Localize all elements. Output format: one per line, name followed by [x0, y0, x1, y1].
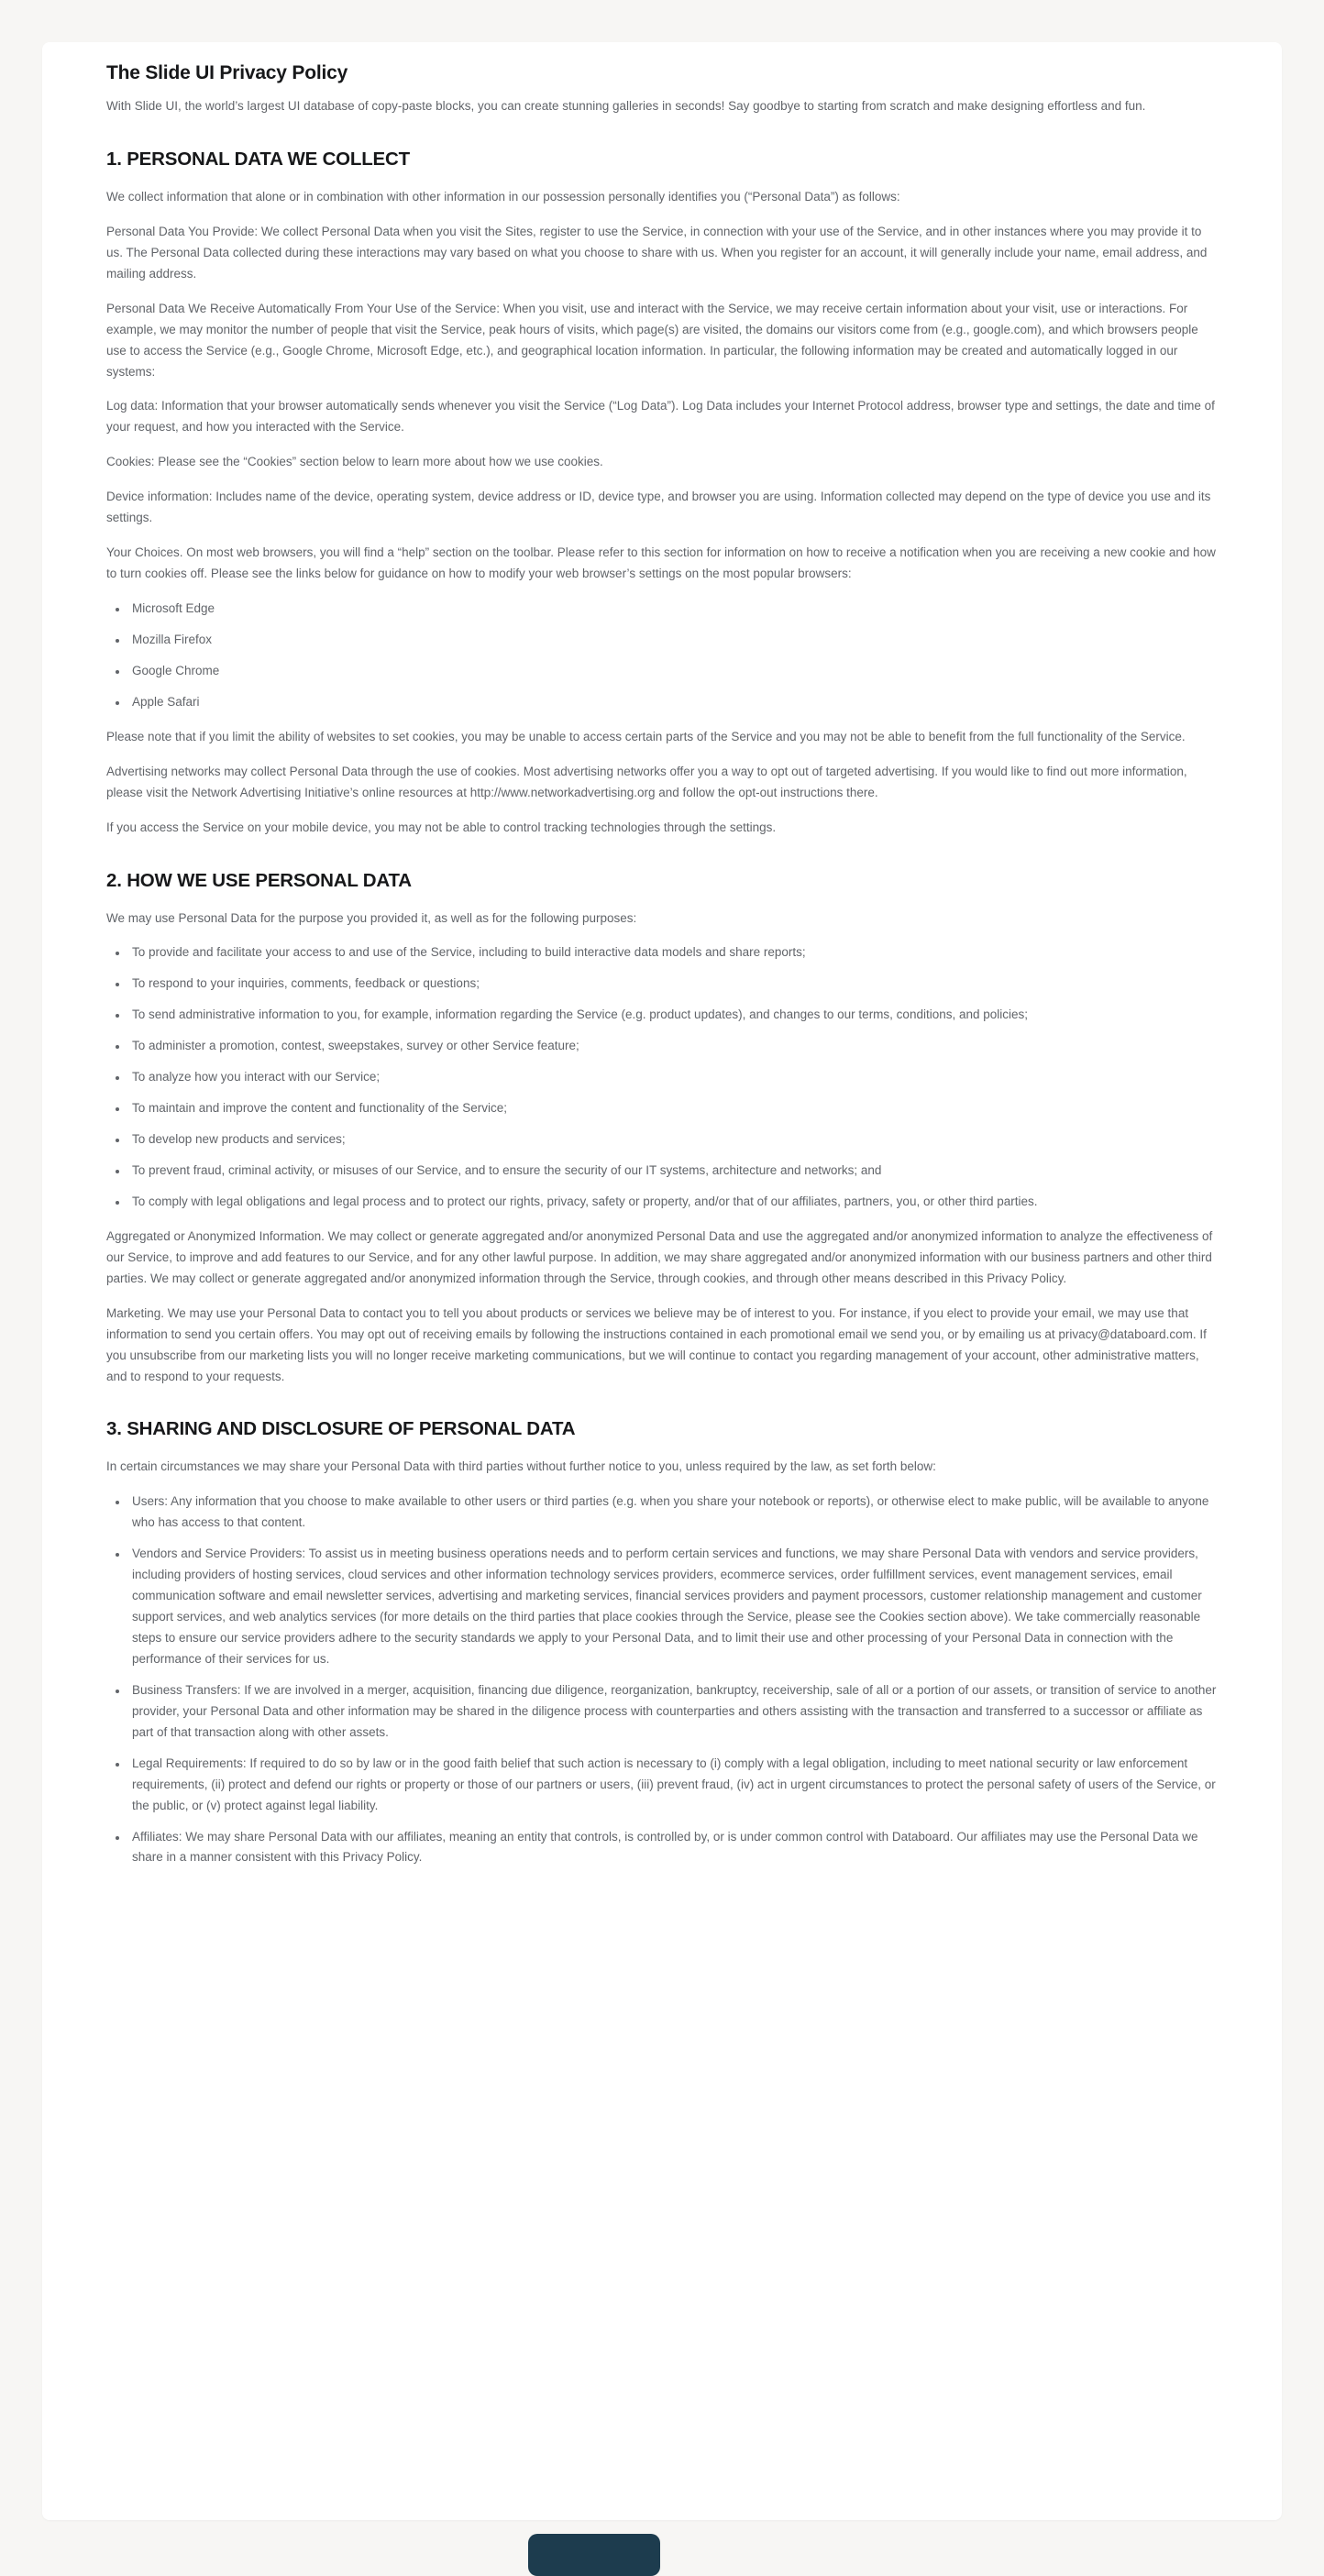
list-item: • Apple Safari: [128, 692, 1218, 713]
section-personal-data-we-collect: [106, 149, 1218, 839]
paragraph: Marketing. We may use your Personal Data to contact you to tell you about products or services we believe may be of interest to you. For instance, if you elect to provide your email, we may use that information to send you certain offers. You may opt out of receiving emails by following the instructions contained in each promotional email we send you, or by emailing us at privacy@databoard.com. If you unsubscribe from our marketing lists you will no longer receive marketing communications, but we will continue to contact you regarding management of your account, other administrative matters, and to respond to your requests.: [106, 1305, 1207, 1383]
paragraph: Your Choices. On most web browsers, you will find a “help” section on the toolbar. Please refer to this section for information on how to receive a notification when you are receiving a new cookie and how to turn cookies off. Please see the links below for guidance on how to modify your web browser’s settings on the most popular browsers:: [106, 545, 1216, 581]
section-how-we-use-personal-data: [106, 870, 1218, 1388]
list-item: • Business Transfers: If we are involved in a merger, acquisition, financing due diligence, reorganization, bankruptcy, receivership, sale of all or a portion of our assets, or transition of service to another provider, your Personal Data and other information may be shared in the diligence process with counterparties and others assisting with the transaction and transferred to a successor or affiliate as part of that transaction along with other assets.: [128, 1680, 1218, 1744]
list-item: • Google Chrome: [128, 661, 1218, 682]
list-item: • Users: Any information that you choose to make available to other users or third parties (e.g. when you share your notebook or reports), or otherwise elect to make public, will be available to anyone who has access to that content.: [128, 1492, 1218, 1534]
list-item: • To send administrative information to you, for example, information regarding the Service (e.g. product updates), and changes to our terms, conditions, and policies;: [128, 1005, 1218, 1026]
list-item: • Mozilla Firefox: [128, 630, 1218, 651]
footer-partial-button[interactable]: [528, 2534, 660, 2576]
paragraph: We may use Personal Data for the purpose you provided it, as well as for the following purposes:: [106, 910, 637, 925]
paragraph: Aggregated or Anonymized Information. We may collect or generate aggregated and/or anonymized Personal Data and use the aggregated and/or anonymized information to analyze the effectiveness of our Service, to improve and add features to our Service, and for any other lawful purpose. In addition, we may share aggregated and/or anonymized information with our business partners and other third parties. We may collect or generate aggregated and/or anonymized information through the Service, through cookies, and through other means described in this Privacy Policy.: [106, 1228, 1213, 1285]
list-item: • Affiliates: We may share Personal Data with our affiliates, meaning an entity that controls, is controlled by, or is under common control with Databoard. Our affiliates may use the Personal Data we share in a manner consistent with this Privacy Policy.: [128, 1827, 1218, 1869]
list-item: • To develop new products and services;: [128, 1129, 1218, 1150]
paragraph: Log data: Information that your browser automatically sends whenever you visit the Service (“Log Data”). Log Data includes your Internet Protocol address, browser type and settings, the date and time of your request, and how you interacted with the Service.: [106, 399, 1215, 435]
sharing-list: [106, 1492, 1218, 1868]
paragraph: Personal Data We Receive Automatically From Your Use of the Service: When you visit, use and interact with the Service, we may receive certain information about your visit, use or interactions. For example, we may monitor the number of people that visit the Service, peak hours of visits, which page(s) are visited, the domains our visitors come from (e.g., google.com), and which browsers people use to access the Service (e.g., Google Chrome, Microsoft Edge, etc.), and geographical location information. In particular, the following information may be created and automatically logged in our systems:: [106, 301, 1198, 379]
paragraph: In certain circumstances we may share your Personal Data with third parties without further notice to you, unless required by the law, as set forth below:: [106, 1459, 936, 1474]
list-item: • To prevent fraud, criminal activity, or misuses of our Service, and to ensure the security of our IT systems, architecture and networks; and: [128, 1161, 1218, 1182]
list-item: • To analyze how you interact with our Service;: [128, 1067, 1218, 1088]
list-item: • To provide and facilitate your access to and use of the Service, including to build interactive data models and share reports;: [128, 942, 1218, 963]
section-heading: 1. PERSONAL DATA WE COLLECT: [106, 148, 410, 170]
paragraph: Advertising networks may collect Personal Data through the use of cookies. Most advertising networks offer you a way to opt out of targeted advertising. If you would like to find out more information, please visit the Network Advertising Initiative’s online resources at http://www.networkadvertising.org and follow the opt-out instructions there.: [106, 764, 1187, 799]
list-item: • Vendors and Service Providers: To assist us in meeting business operations needs and to perform certain services and functions, we may share Personal Data with vendors and service providers, including providers of hosting services, cloud services and other information technology services providers, ecommerce services, order fulfillment services, event management services, email communication software and email newsletter services, advertising and marketing services, financial services providers and payment processors, customer relationship management and customer support services, and web analytics services (for more details on the third parties that place cookies through the Service, please see the Cookies section above). We take commercially reasonable steps to ensure our service providers adhere to the security standards we apply to your Personal Data, and to limit their use and other processing of your Personal Data in connection with the performance of their services for us.: [128, 1544, 1218, 1670]
section-heading: 2. HOW WE USE PERSONAL DATA: [106, 869, 412, 891]
list-item: • To respond to your inquiries, comments, feedback or questions;: [128, 974, 1218, 995]
list-item: • Legal Requirements: If required to do so by law or in the good faith belief that such action is necessary to (i) comply with a legal obligation, including to meet national security or law enforcement requirements, (ii) protect and defend our rights or property or those of our partners or users, (iii) prevent fraud, (iv) act in urgent circumstances to protect the personal safety of users of the Service, or the public, or (v) protect against legal liability.: [128, 1754, 1218, 1817]
list-item: • Microsoft Edge: [128, 599, 1218, 620]
page-title: The Slide UI Privacy Policy: [106, 62, 348, 83]
section-heading: 3. SHARING AND DISCLOSURE OF PERSONAL DATA: [106, 1418, 576, 1440]
paragraph: Cookies: Please see the “Cookies” section below to learn more about how we use cookies.: [106, 455, 603, 469]
paragraph: Personal Data You Provide: We collect Personal Data when you visit the Sites, register to use the Service, in connection with your use of the Service, and in other instances where you may provide it to us. The Personal Data collected during these interactions may vary based on what you choose to share with us. When you register for an account, it will generally include your name, email address, and mailing address.: [106, 224, 1208, 281]
list-item: • To comply with legal obligations and legal process and to protect our rights, privacy, safety or property, and/or that of our affiliates, partners, you, or other third parties.: [128, 1192, 1218, 1213]
intro-paragraph: With Slide UI, the world’s largest UI database of copy-paste blocks, you can create stunning galleries in seconds! Say goodbye to starting from scratch and make designing effortless and fun.: [106, 99, 1146, 113]
paragraph: Please note that if you limit the ability of websites to set cookies, you may be unable to access certain parts of the Service and you may not be able to benefit from the full functionality of the Service.: [106, 729, 1186, 743]
privacy-policy-card: [42, 42, 1282, 2520]
list-item: • To maintain and improve the content and functionality of the Service;: [128, 1098, 1218, 1119]
purposes-list: [106, 942, 1218, 1212]
paragraph: We collect information that alone or in combination with other information in our possession personally identifies you (“Personal Data”) as follows:: [106, 189, 900, 204]
paragraph: Device information: Includes name of the device, operating system, device address or ID, device type, and browser you are using. Information collected may depend on the type of device you use and its settings.: [106, 490, 1211, 525]
paragraph: If you access the Service on your mobile device, you may not be able to control tracking technologies through the settings.: [106, 820, 777, 834]
browser-list: [106, 599, 1218, 713]
list-item: • To administer a promotion, contest, sweepstakes, survey or other Service feature;: [128, 1036, 1218, 1057]
section-sharing-and-disclosure: [106, 1418, 1218, 1868]
